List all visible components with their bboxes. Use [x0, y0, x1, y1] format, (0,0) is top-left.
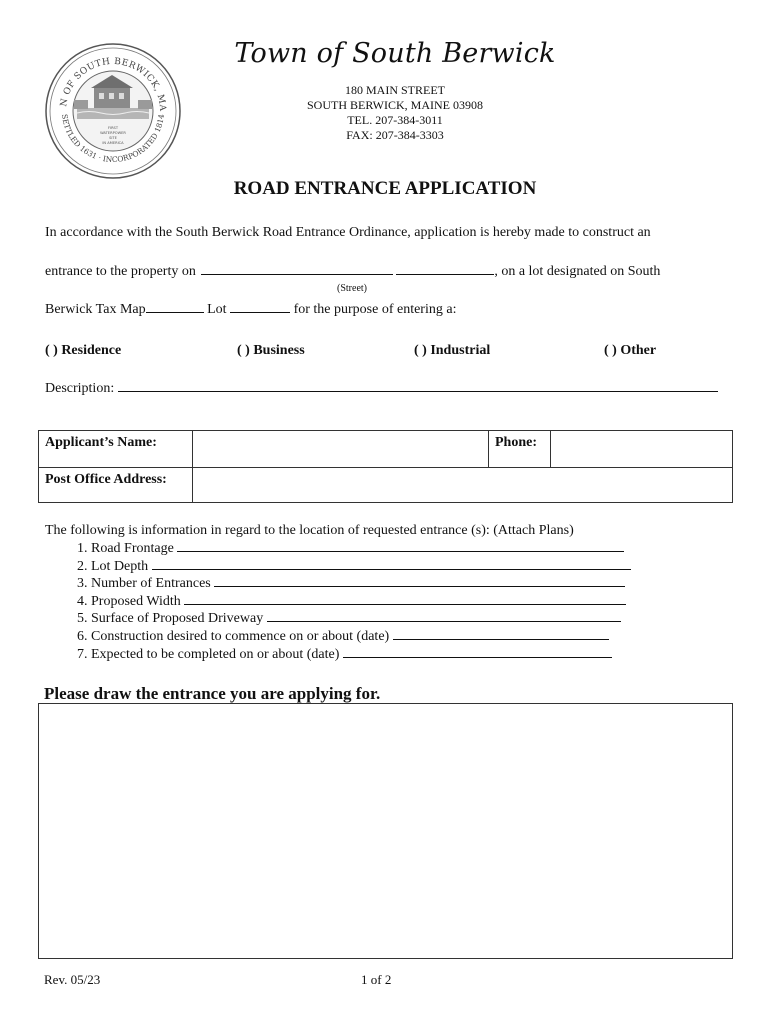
seal-text-bottom: SETTLED 1631 · INCORPORATED 1814: [60, 113, 166, 165]
option-business[interactable]: ( ) Business: [237, 343, 305, 358]
telephone: TEL. 207-384-3011: [347, 113, 443, 127]
drawing-heading: Please draw the entrance you are applying for.: [44, 684, 381, 703]
address-line-1: 180 MAIN STREET: [345, 83, 445, 97]
description-field[interactable]: [118, 379, 718, 392]
location-info-intro: The following is information in regard to the location of requested entrance (s): (Attach Plans): [45, 523, 574, 538]
lot-depth-label: Lot Depth: [91, 558, 149, 574]
tax-map-field[interactable]: [146, 300, 204, 313]
address-line-2: SOUTH BERWICK, MAINE 03908: [307, 98, 483, 112]
applicant-table: [38, 430, 733, 503]
list-item: [91, 646, 631, 664]
intro-line-2: [45, 262, 660, 280]
list-item: [91, 593, 631, 611]
tax-map-label: Berwick Tax Map: [45, 302, 146, 317]
phone-field[interactable]: [551, 431, 733, 468]
intro-line-2-suffix: , on a lot designated on South: [494, 264, 661, 279]
lot-field[interactable]: [230, 300, 290, 313]
list-item: [91, 628, 631, 646]
seal-center-line-1: FIRST: [107, 126, 119, 130]
street-field[interactable]: [201, 262, 393, 275]
list-item: [91, 558, 631, 576]
option-industrial[interactable]: ( ) Industrial: [414, 343, 491, 358]
list-item: [91, 540, 631, 558]
seal-center-line-4: IN AMERICA: [102, 141, 124, 145]
intro-line-3: [45, 300, 456, 318]
completion-date-label: Expected to be completed on or about (date): [91, 646, 340, 662]
description-label: Description:: [45, 381, 115, 396]
description-row: [45, 379, 718, 397]
seal-center-line-2: WATERPOWER: [100, 131, 126, 135]
proposed-width-label: Proposed Width: [91, 593, 181, 609]
street-caption: (Street): [337, 283, 367, 294]
purpose-label: for the purpose of entering a:: [293, 302, 457, 317]
town-seal: [44, 42, 182, 180]
post-office-address-label: Post Office Address:: [39, 468, 193, 503]
applicant-name-label: Applicant’s Name:: [39, 431, 193, 468]
page-number: 1 of 2: [361, 972, 392, 987]
completion-date-field[interactable]: [343, 646, 612, 658]
intro-line-2-prefix: entrance to the property on: [45, 264, 196, 279]
post-office-address-field[interactable]: [193, 468, 733, 503]
commence-date-field[interactable]: [393, 628, 609, 640]
list-item: [91, 575, 631, 593]
fax: FAX: 207-384-3303: [346, 128, 444, 142]
seal-text-top: N OF SOUTH BERWICK, MA: [59, 56, 168, 112]
entrance-drawing-area[interactable]: [38, 703, 733, 959]
intro-line-1: In accordance with the South Berwick Road Entrance Ordinance, application is hereby made to construct an: [45, 225, 651, 240]
lot-label: Lot: [207, 302, 227, 317]
driveway-surface-label: Surface of Proposed Driveway: [91, 611, 264, 627]
option-other[interactable]: ( ) Other: [604, 343, 657, 358]
commence-date-label: Construction desired to commence on or about (date): [91, 628, 390, 644]
proposed-width-field[interactable]: [184, 593, 626, 605]
road-frontage-field[interactable]: [177, 540, 624, 552]
option-residence[interactable]: ( ) Residence: [45, 343, 122, 358]
phone-label: Phone:: [489, 431, 551, 468]
seal-center-line-3: SITE: [109, 136, 117, 140]
road-frontage-label: Road Frontage: [91, 541, 174, 556]
number-of-entrances-field[interactable]: [214, 575, 625, 587]
number-of-entrances-label: Number of Entrances: [91, 576, 211, 592]
list-item: [91, 610, 631, 628]
driveway-surface-field[interactable]: [267, 610, 621, 622]
revision-label: Rev. 05/23: [44, 972, 101, 987]
location-info-list: [66, 540, 631, 663]
applicant-name-field[interactable]: [193, 431, 489, 468]
street-field-extension[interactable]: [396, 262, 494, 275]
lot-depth-field[interactable]: [152, 558, 631, 570]
form-title: ROAD ENTRANCE APPLICATION: [233, 178, 537, 199]
town-name: Town of South Berwick: [234, 38, 556, 69]
